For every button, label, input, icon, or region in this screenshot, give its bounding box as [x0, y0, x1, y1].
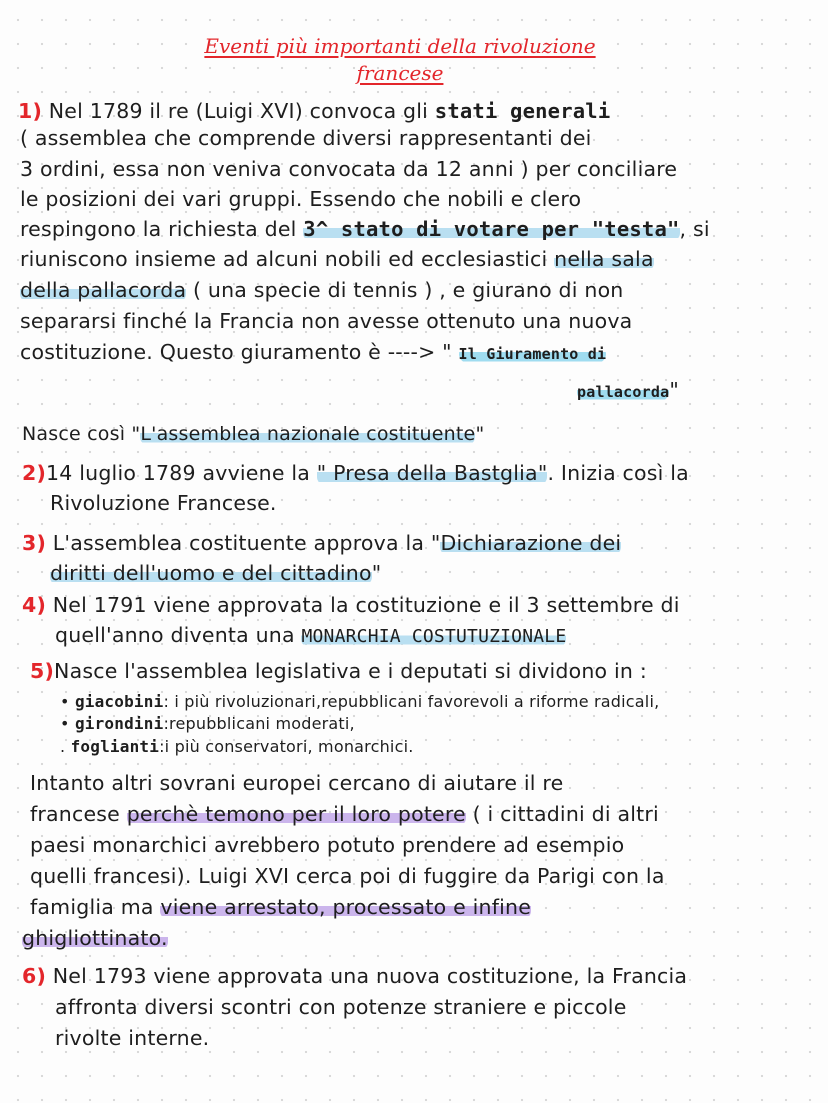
p6-line-2: affronta diversi scontri con potenze straniere e piccole: [55, 995, 627, 1019]
page-title-line-2: francese: [356, 61, 444, 85]
p1-text-6a: riuniscono insieme ad alcuni nobili ed ecclesiastici: [20, 247, 555, 271]
p1-text-9a: costituzione. Questo giuramento è ----> ": [20, 340, 459, 364]
p5-line-4: paesi monarchici avrebbero potuto prendere ad esempio: [30, 833, 625, 857]
p1-text-1a: Nel 1789 il re (Luigi XVI) convoca gli: [48, 99, 435, 123]
p5-highlight-potere: perchè temono per il loro potere: [126, 802, 466, 826]
p1-highlight-terzo-stato: 3^ stato di votare per "testa": [303, 217, 680, 241]
p6-number: 6): [22, 964, 47, 988]
page-title-line-1: Eventi più importanti della rivoluzione: [204, 34, 596, 58]
p5-number: 5): [30, 659, 55, 683]
p6-line-3: rivolte interne.: [55, 1026, 210, 1050]
p3-line-2: [50, 560, 381, 587]
p6-line-1: [22, 963, 687, 990]
p1-line-5: [20, 216, 710, 243]
p1-highlight-pallacorda-2: pallacorda: [577, 383, 670, 401]
p5-text-1: Nasce l'assemblea legislativa e i deputati si dividono in :: [54, 659, 647, 683]
p3-text-1a: L'assemblea costituente approva la ": [52, 531, 441, 555]
p2-text-1a: 14 luglio 1789 avviene la: [46, 461, 317, 485]
p1-line-3: 3 ordini, essa non veniva convocata da 12 anni ) per conciliare: [20, 157, 678, 181]
p5-list-item: • girondini:repubblicani moderati,: [60, 714, 355, 733]
p5-item-name: giacobini: [74, 692, 164, 711]
p1-text-10b: ": [669, 378, 679, 402]
p4-line-2: [55, 622, 566, 650]
p1-line-2: ( assemblea che comprende diversi rappresentanti dei: [20, 126, 592, 150]
nasce-text-c: ": [475, 423, 485, 445]
p3-number: 3): [22, 531, 47, 555]
p4-number: 4): [22, 593, 47, 617]
p5-line-3: [30, 801, 659, 828]
p5-list-item: . foglianti:i più conservatori, monarchici.: [60, 737, 414, 756]
p5-line-6: [30, 894, 531, 921]
p1-text-7b: ( una specie di tennis ) , e giurano di non: [186, 278, 624, 302]
p2-line-1: [22, 460, 689, 487]
p1-line-1: [18, 98, 610, 125]
p1-text-5a: respingono la richiesta del: [20, 217, 304, 241]
p1-line-4: le posizioni dei vari gruppi. Essendo che nobili e clero: [20, 187, 582, 211]
p2-line-2: Rivoluzione Francese.: [50, 491, 277, 515]
p1-highlight-pallacorda: della pallacorda: [20, 278, 187, 302]
p5-line-5: quelli francesi). Luigi XVI cerca poi di fuggire da Parigi con la: [30, 864, 665, 888]
p1-highlight-sala: nella sala: [554, 247, 654, 271]
p2-number: 2): [22, 461, 47, 485]
p5-list-item: • giacobini: i più rivoluzionari,repubblicani favorevoli a riforme radicali,: [60, 692, 660, 711]
p5-text-3c: ( i cittadini di altri: [465, 802, 659, 826]
p1-line-6: [20, 246, 654, 273]
p5-line-7: [22, 925, 168, 952]
p1-number: 1): [18, 99, 43, 123]
p6-text-1: Nel 1793 viene approvata una nuova costituzione, la Francia: [52, 964, 688, 988]
nasce-text-a: Nasce così ": [22, 423, 141, 445]
p1-line-9: [20, 339, 606, 368]
p3-text-2b: ": [371, 561, 382, 585]
p1-stati-generali: stati generali: [434, 99, 611, 123]
p4-line-1: [22, 592, 680, 619]
p5-highlight-arrestato: viene arrestato, processato e infine: [160, 895, 532, 919]
p2-text-1c: . Inizia così la: [547, 461, 689, 485]
p5-item-desc: : i più rivoluzionari,repubblicani favorevoli a riforme radicali,: [163, 692, 660, 711]
p4-text-1: Nel 1791 viene approvata la costituzione e il 3 settembre di: [52, 593, 680, 617]
p4-text-2a: quell'anno diventa una: [55, 623, 302, 647]
p4-highlight-monarchia: MONARCHIA COSTUTUZIONALE: [301, 626, 567, 647]
p3-line-1: [22, 530, 621, 557]
p5-item-desc: :i più conservatori, monarchici.: [159, 737, 414, 756]
p2-highlight-bastiglia: " Presa della Bastglia": [316, 461, 548, 485]
p1-line-7: [20, 277, 624, 304]
p1-line-8: separarsi finché la Francia non avesse ottenuto una nuova: [20, 309, 633, 333]
p5-text-6a: famiglia ma: [30, 895, 161, 919]
p1-line-10: [577, 377, 679, 406]
p5-text-3a: francese: [30, 802, 127, 826]
p5-line-2: Intanto altri sovrani europei cercano di aiutare il re: [30, 771, 564, 795]
p1-text-5c: , si: [679, 217, 710, 241]
p5-line-1: [30, 658, 647, 685]
p5-item-name: girondini: [74, 714, 164, 733]
p1-highlight-giuramento: Il Giuramento di: [458, 345, 607, 363]
p3-highlight-diritti: diritti dell'uomo e del cittadino: [50, 561, 372, 585]
p5-item-desc: :repubblicani moderati,: [163, 714, 355, 733]
p3-highlight-dichiarazione: Dichiarazione dei: [440, 531, 622, 555]
p5-highlight-ghigliottinato: ghigliottinato.: [22, 926, 168, 950]
nasce-line: [22, 421, 484, 448]
p5-item-name: foglianti: [70, 737, 160, 756]
nasce-highlight: L'assemblea nazionale costituente: [140, 423, 476, 445]
